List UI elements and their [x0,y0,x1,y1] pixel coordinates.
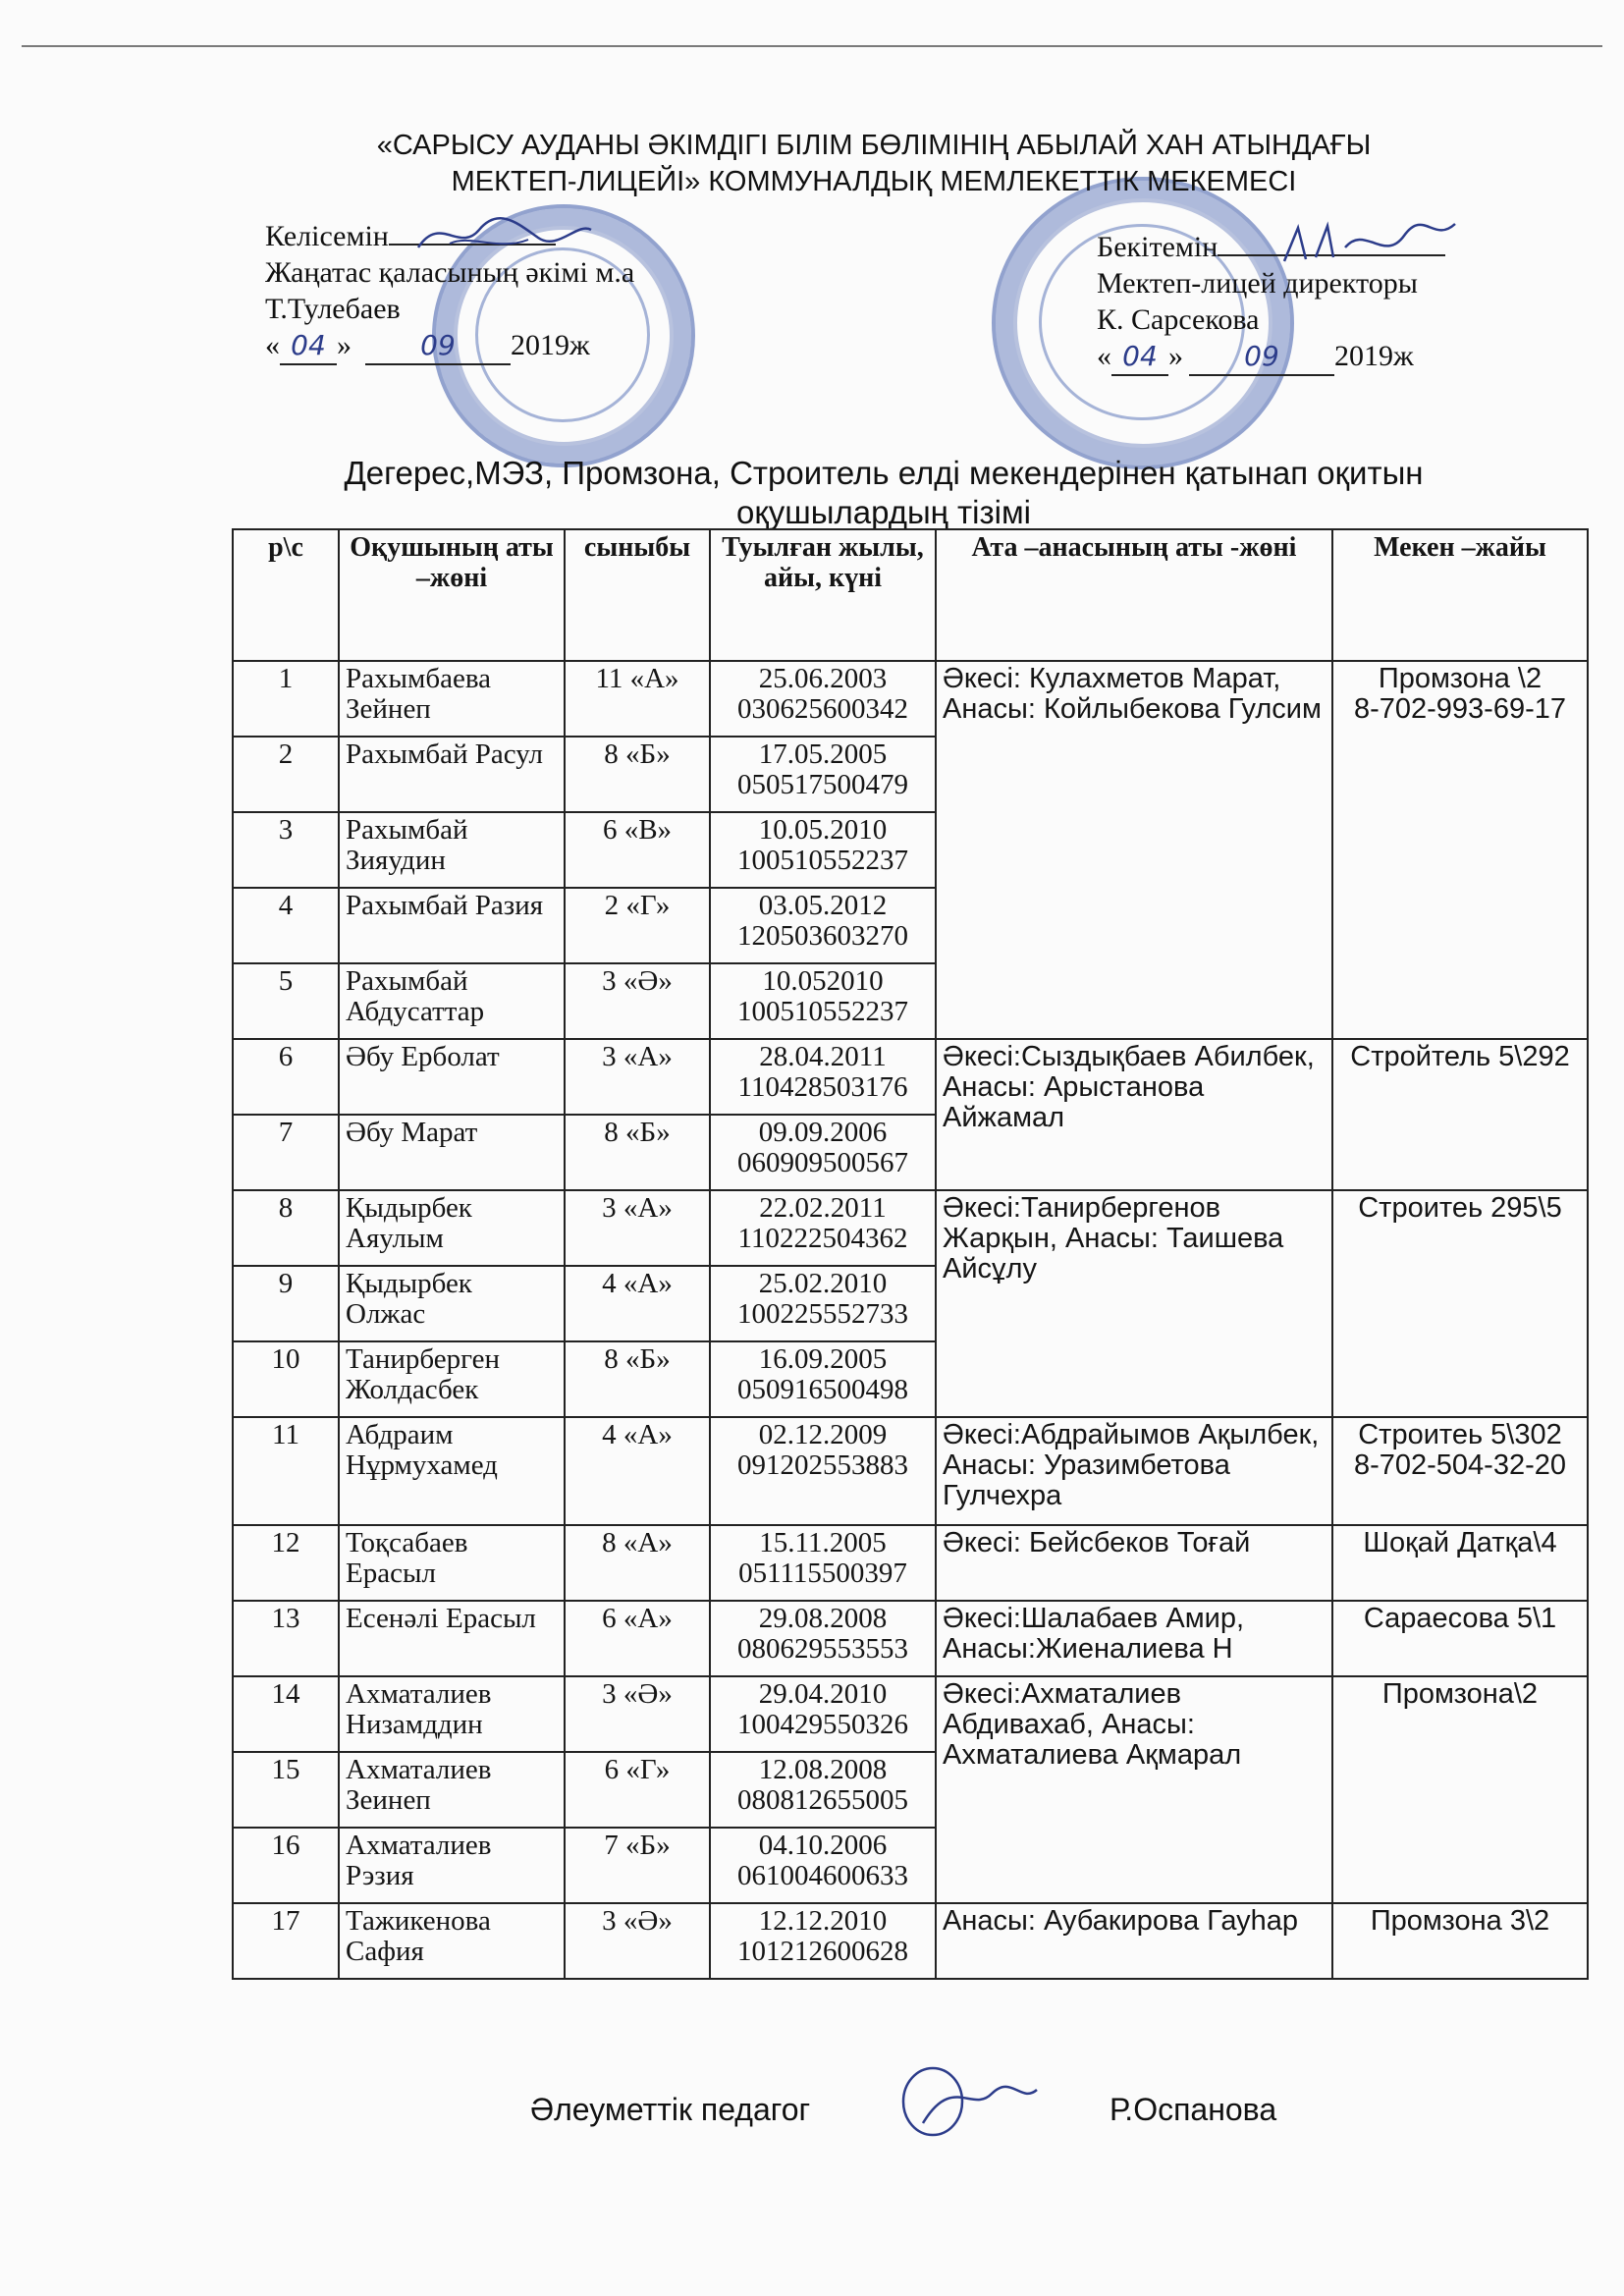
student-birth-date [710,1039,936,1115]
header-parents: Ата –анасының аты -жөні [936,529,1332,661]
birth-date: 25.02.2010 [758,1268,888,1299]
address [1332,1903,1588,1979]
student-birth-date [710,661,936,737]
birth-date: 15.11.2005 [759,1527,887,1558]
signature-right [1276,214,1463,273]
iin-number: 061004600633 [737,1860,908,1891]
birth-date: 10.05.2010 [758,814,888,846]
address-line: Промзона \2 [1378,663,1543,694]
student-name: Тоқсабаев Ерасыл [339,1525,565,1601]
student-birth-date [710,1341,936,1417]
row-number: 16 [233,1828,339,1903]
student-name: Рахымбай Расул [339,737,565,812]
iin-number: 091202553883 [737,1449,908,1481]
row-number: 15 [233,1752,339,1828]
student-grade: 3 «А» [565,1190,710,1266]
student-name: Әбу Ерболат [339,1039,565,1115]
header-grade: сыныбы [565,529,710,661]
table-row [233,1417,1588,1525]
quote-close: » [1168,340,1183,372]
quote-open: « [1097,340,1111,372]
student-birth-date [710,1525,936,1601]
row-number: 8 [233,1190,339,1266]
table-row [233,1676,1588,1752]
iin-number: 060909500567 [737,1147,908,1178]
address-line: Промзона\2 [1381,1678,1539,1710]
student-grade: 3 «А» [565,1039,710,1115]
birth-date: 02.12.2009 [758,1419,888,1450]
student-grade: 7 «Б» [565,1828,710,1903]
quote-open: « [265,329,280,361]
student-birth-date [710,1903,936,1979]
iin-number: 101212600628 [737,1936,908,1967]
signature-footer [893,2054,1041,2143]
row-number: 7 [233,1115,339,1190]
table-row [233,661,1588,737]
student-grade: 8 «Б» [565,737,710,812]
parents-names: Әкесі: Кулахметов Марат, Анасы: Койлыбекова Гулсим [936,661,1332,1039]
parents-names: Әкесі:Ахматалиев Абдивахаб, Анасы: Ахматалиева Ақмарал [936,1676,1332,1903]
student-grade: 6 «Г» [565,1752,710,1828]
student-name: Абдраим Нұрмухамед [339,1417,565,1525]
agreed-position: Жаңатас қаласының әкімі м.а [265,256,635,289]
address [1332,1525,1588,1601]
student-birth-date [710,963,936,1039]
agreed-year: 2019ж [511,329,590,361]
student-name: Ахматалиев Зеинеп [339,1752,565,1828]
iin-number: 030625600342 [737,693,908,725]
student-grade: 3 «Ә» [565,1903,710,1979]
org-line-1: «САРЫСУ АУДАНЫ ӘКІМДІГІ БІЛІМ БӨЛІМІНІҢ АБЫЛАЙ ХАН АТЫНДАҒЫ [376,130,1372,161]
parents-names: Әкесі:Танирбергенов Жарқын, Анасы: Таишева Айсұлу [936,1190,1332,1417]
birth-date: 22.02.2011 [759,1192,887,1224]
agreed-month: 09 [365,327,511,365]
iin-number: 080812655005 [737,1784,908,1816]
student-birth-date [710,1417,936,1525]
birth-date: 16.09.2005 [758,1343,888,1375]
student-name: Рахымбай Абдусаттар [339,963,565,1039]
row-number: 14 [233,1676,339,1752]
row-number: 4 [233,888,339,963]
row-number: 11 [233,1417,339,1525]
student-birth-date [710,1752,936,1828]
iin-number: 051115500397 [738,1558,907,1589]
student-grade: 8 «Б» [565,1115,710,1190]
row-number: 10 [233,1341,339,1417]
address-line: Стройтель 5\292 [1350,1041,1570,1072]
parents-names: Анасы: Аубакирова Гауһар [936,1903,1332,1979]
approved-year: 2019ж [1334,340,1414,372]
student-grade: 8 «А» [565,1525,710,1601]
student-grade: 4 «А» [565,1417,710,1525]
title-line-2: оқушылардың тізімі [736,494,1031,530]
student-name: Рахымбай Разия [339,888,565,963]
student-name: Рахымбай Зияудин [339,812,565,888]
scan-edge-line [22,45,1602,47]
table-row [233,1525,1588,1601]
student-name: Танирберген Жолдасбек [339,1341,565,1417]
iin-number: 050517500479 [737,769,908,800]
student-name: Есенәлі Ерасыл [339,1601,565,1676]
birth-date: 29.04.2010 [758,1678,888,1710]
birth-date: 03.05.2012 [758,890,888,921]
student-birth-date [710,737,936,812]
header-dob: Туылған жылы, айы, күні [710,529,936,661]
address [1332,1601,1588,1676]
birth-date: 25.06.2003 [758,663,888,694]
address [1332,1190,1588,1417]
row-number: 17 [233,1903,339,1979]
birth-date: 10.052010 [762,965,884,997]
table-body [233,661,1588,1979]
footer-name: Р.Оспанова [1110,2092,1277,2127]
table-row [233,1903,1588,1979]
organization-header [245,128,1502,200]
address [1332,661,1588,1039]
parents-names: Әкесі:Шалабаев Амир, Анасы:Жиеналиева Н [936,1601,1332,1676]
quote-close: » [337,329,352,361]
birth-date: 28.04.2011 [759,1041,887,1072]
student-birth-date [710,1601,936,1676]
birth-date: 12.08.2008 [758,1754,888,1785]
address [1332,1417,1588,1525]
agreed-label: Келісемін [265,220,389,252]
approved-label: Бекітемін [1097,231,1218,263]
phone-number: 8-702-993-69-17 [1353,693,1567,725]
iin-number: 100225552733 [737,1298,908,1330]
student-name: Әбу Марат [339,1115,565,1190]
student-name: Рахымбаева Зейнеп [339,661,565,737]
approved-month: 09 [1189,338,1334,376]
phone-number: 8-702-504-32-20 [1353,1449,1567,1481]
student-birth-date [710,1828,936,1903]
student-birth-date [710,1676,936,1752]
iin-number: 050916500498 [737,1374,908,1405]
agreed-day: 04 [280,327,337,365]
table-row [233,1190,1588,1266]
header-num: р\с [233,529,339,661]
iin-number: 110428503176 [737,1071,908,1103]
row-number: 1 [233,661,339,737]
student-grade: 3 «Ә» [565,1676,710,1752]
table-row [233,1601,1588,1676]
address [1332,1676,1588,1903]
row-number: 12 [233,1525,339,1601]
header-name: Оқушының аты –жөні [339,529,565,661]
parents-names: Әкесі: Бейсбеков Тоғай [936,1525,1332,1601]
student-grade: 6 «В» [565,812,710,888]
student-grade: 3 «Ә» [565,963,710,1039]
student-roster-table [232,528,1589,1980]
student-birth-date [710,812,936,888]
row-number: 9 [233,1266,339,1341]
birth-date: 17.05.2005 [758,738,888,770]
signature-left [410,204,597,263]
birth-date: 29.08.2008 [758,1603,888,1634]
student-birth-date [710,1266,936,1341]
birth-date: 04.10.2006 [758,1830,888,1861]
address-line: Шоқай Датқа\4 [1363,1527,1557,1558]
iin-number: 100429550326 [737,1709,908,1740]
table-row [233,1039,1588,1115]
agreed-name: Т.Тулебаев [265,293,401,325]
student-grade: 11 «А» [565,661,710,737]
footer-role: Әлеуметтік педагог [530,2092,811,2127]
student-name: Ахматалиев Рэзия [339,1828,565,1903]
row-number: 5 [233,963,339,1039]
student-name: Қыдырбек Олжас [339,1266,565,1341]
student-grade: 6 «А» [565,1601,710,1676]
row-number: 6 [233,1039,339,1115]
parents-names: Әкесі:Абдрайымов Ақылбек, Анасы: Уразимбетова Гулчехра [936,1417,1332,1525]
row-number: 13 [233,1601,339,1676]
birth-date: 12.12.2010 [758,1905,888,1937]
student-birth-date [710,1115,936,1190]
address-line: Сараесова 5\1 [1363,1603,1557,1634]
iin-number: 110222504362 [737,1223,908,1254]
row-number: 2 [233,737,339,812]
org-line-2: МЕКТЕП-ЛИЦЕЙІ» КОММУНАЛДЫҚ МЕМЛЕКЕТТІК МЕКЕМЕСІ [451,166,1297,197]
iin-number: 100510552237 [737,996,908,1027]
iin-number: 100510552237 [737,845,908,876]
student-name: Тажикенова Сафия [339,1903,565,1979]
title-line-1: Дегерес,МЭЗ, Промзона, Строитель елді мекендерінен қатынап оқитын [344,455,1424,491]
student-birth-date [710,888,936,963]
document-title [245,454,1522,532]
table-header-row [233,529,1588,661]
approved-day: 04 [1111,338,1168,376]
student-name: Қыдырбек Аяулым [339,1190,565,1266]
iin-number: 120503603270 [737,920,908,952]
address-line: Строитеь 295\5 [1358,1192,1562,1224]
address-line: Промзона 3\2 [1370,1905,1550,1937]
birth-date: 09.09.2006 [758,1117,888,1148]
approved-position: Мектеп-лицей директоры [1097,267,1418,300]
student-grade: 8 «Б» [565,1341,710,1417]
student-birth-date [710,1190,936,1266]
row-number: 3 [233,812,339,888]
approved-name: К. Сарсекова [1097,303,1260,336]
header-address: Мекен –жайы [1332,529,1588,661]
student-grade: 2 «Г» [565,888,710,963]
address-line: Строитеь 5\302 [1358,1419,1562,1450]
address [1332,1039,1588,1190]
student-grade: 4 «А» [565,1266,710,1341]
student-name: Ахматалиев Низамддин [339,1676,565,1752]
iin-number: 080629553553 [737,1633,908,1665]
parents-names: Әкесі:Сыздықбаев Абилбек, Анасы: Арыстанова Айжамал [936,1039,1332,1190]
